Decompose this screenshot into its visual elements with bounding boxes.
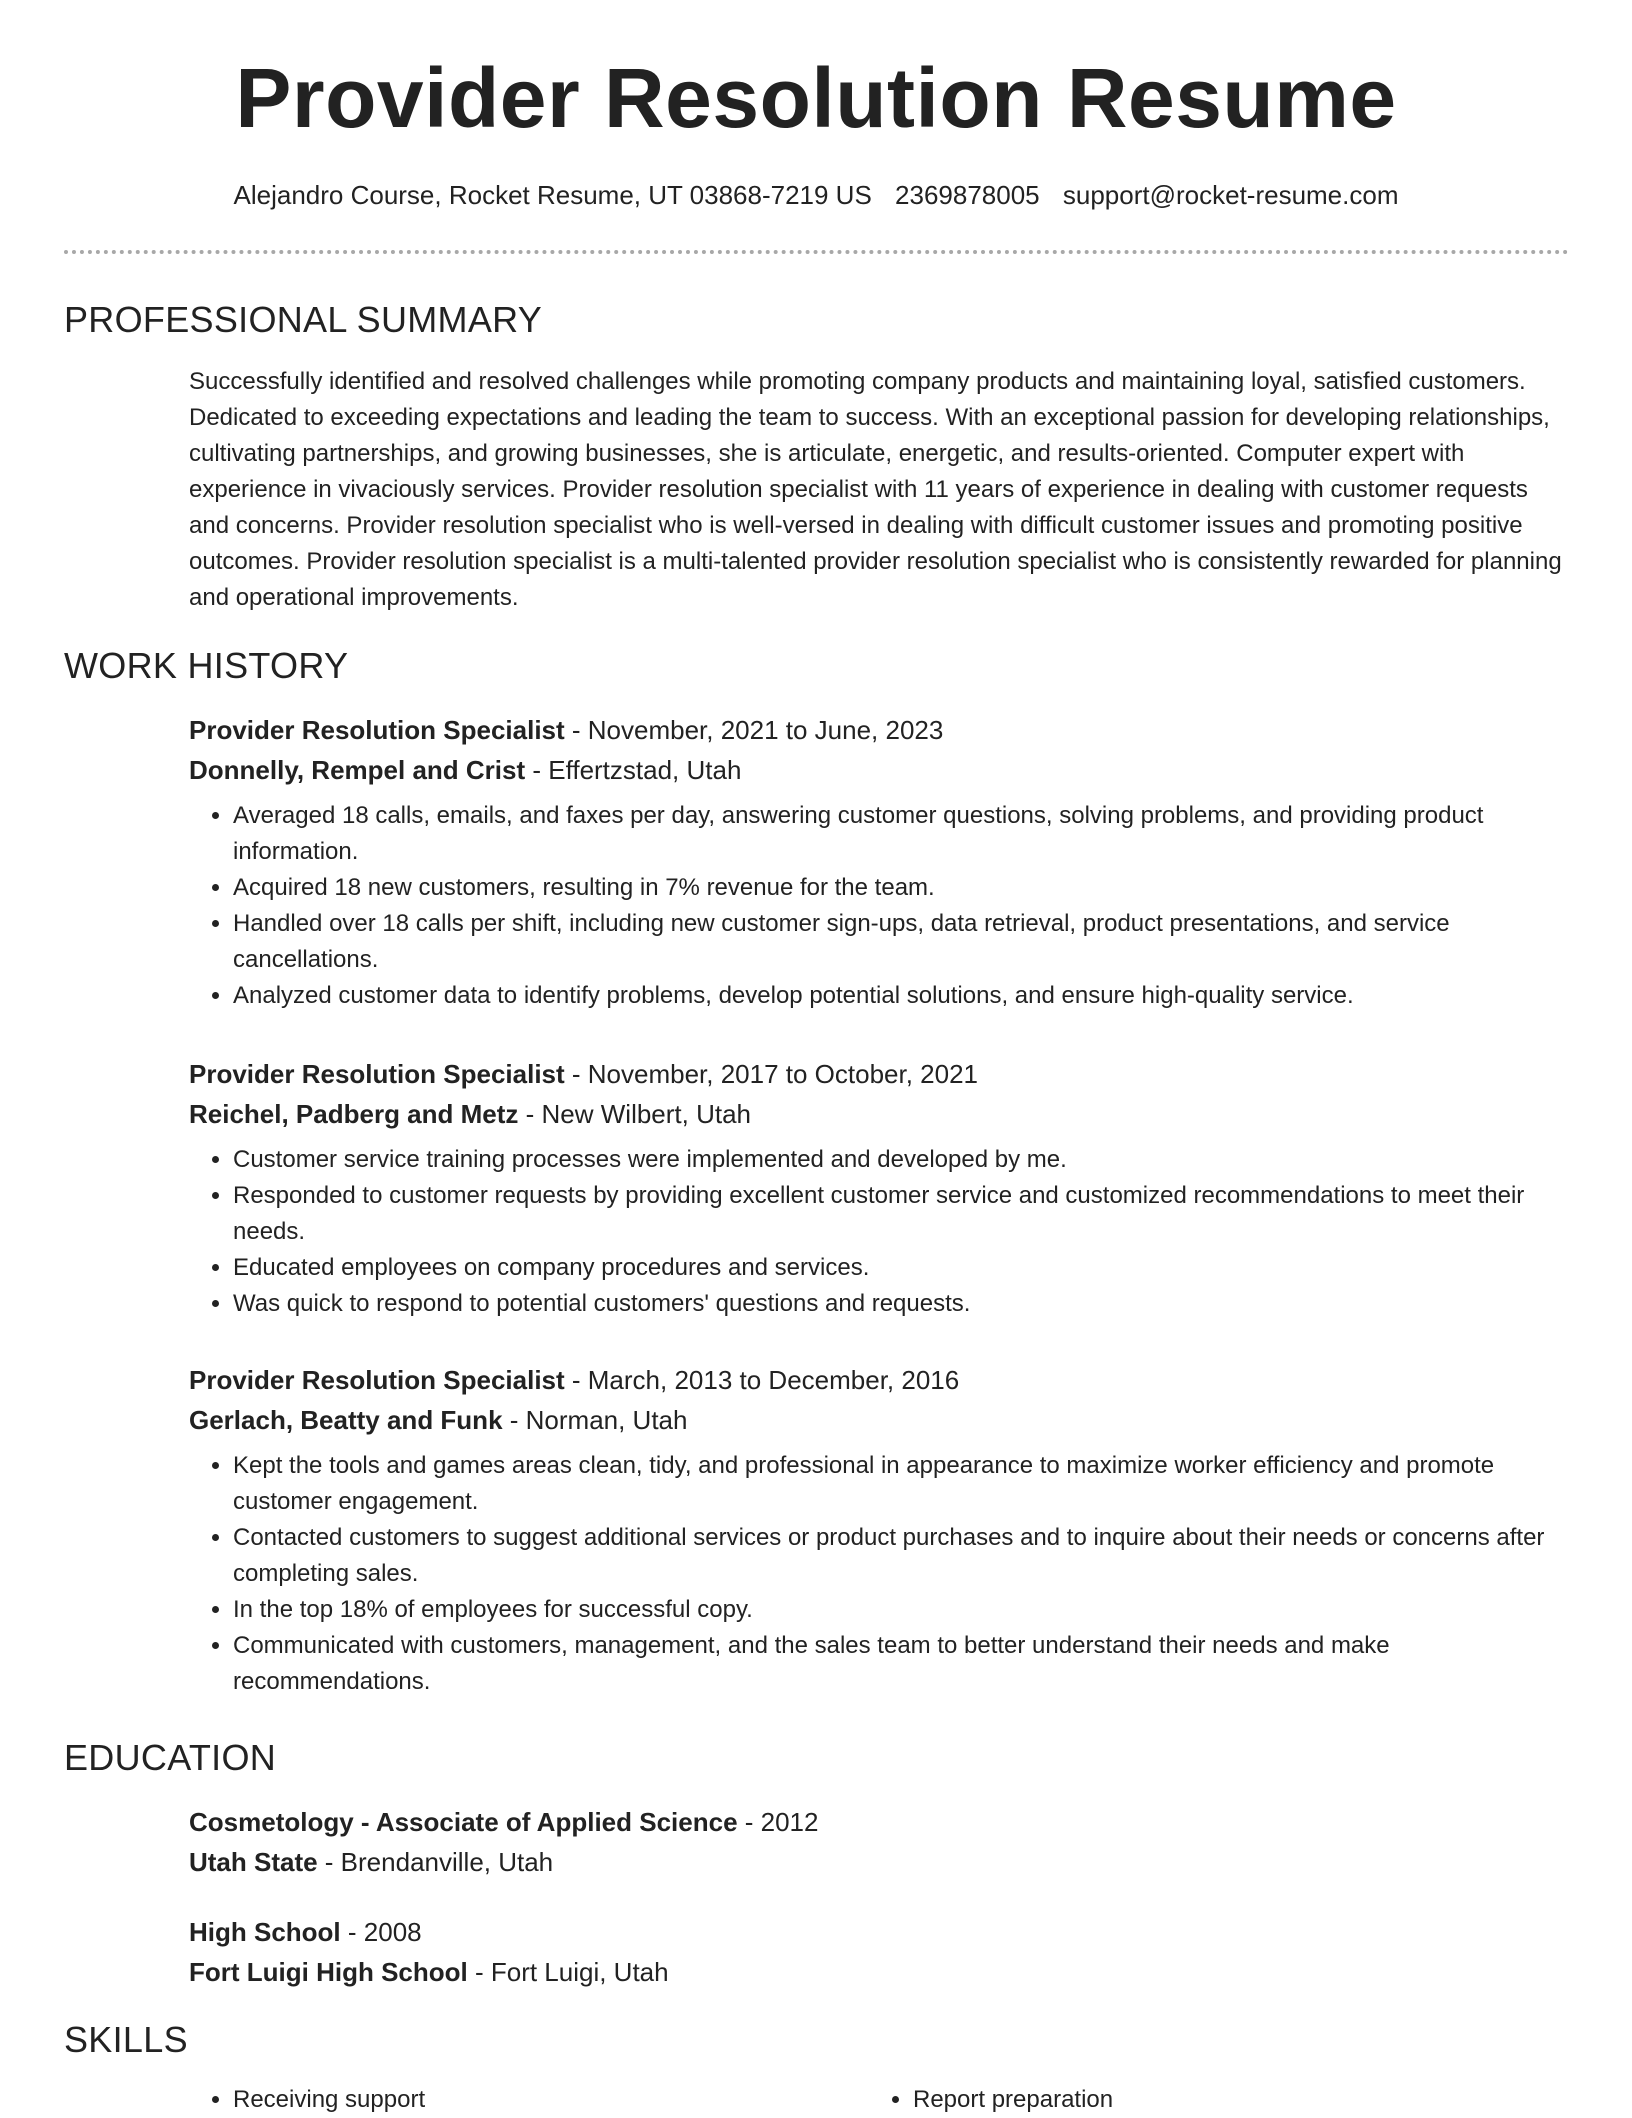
job-bullets <box>189 798 1569 1014</box>
job-title-line <box>189 1360 1569 1400</box>
job-company: Reichel, Padberg and Metz <box>189 1099 519 1129</box>
job-bullet: • Responded to customer requests by providing excellent customer service and customized recommendations to meet their needs. <box>233 1178 1569 1250</box>
school-line <box>189 1842 1569 1882</box>
job-company-line <box>189 1094 1569 1134</box>
work-history-heading: WORK HISTORY <box>64 645 349 686</box>
job-bullet: • Communicated with customers, management, and the sales team to better understand their needs and make recommendations. <box>233 1628 1569 1700</box>
education-entry-2 <box>189 1912 1569 1992</box>
skills-heading: SKILLS <box>64 2019 188 2060</box>
job-title: Provider Resolution Specialist <box>189 1059 565 1089</box>
degree-line <box>189 1912 1569 1952</box>
degree-line <box>189 1802 1569 1842</box>
job-bullet: • Customer service training processes were implemented and developed by me. <box>233 1142 1569 1178</box>
summary-heading: PROFESSIONAL SUMMARY <box>64 299 543 340</box>
skills-column-left <box>189 2082 425 2118</box>
summary-text: Successfully identified and resolved challenges while promoting company products and maintaining loyal, satisfied customers. Dedicated to exceeding expectations and leading the team to success. With an exceptional passion for developing relationships, cultivating partnerships, and growing businesses, she is articulate, energetic, and results-oriented. Computer expert with experience in vivaciously services. Provider resolution specialist with 11 years of experience in dealing with customer requests and concerns. Provider resolution specialist who is well-versed in dealing with difficult customer issues and promoting positive outcomes. Provider resolution specialist is a multi-talented provider resolution specialist who is consistently rewarded for planning and operational improvements. <box>189 368 1562 611</box>
job-bullet: • Educated employees on company procedures and services. <box>233 1250 1569 1286</box>
job-bullet: • Acquired 18 new customers, resulting in 7% revenue for the team. <box>233 870 1569 906</box>
contact-address: Alejandro Course, Rocket Resume, UT 03868-7219 US <box>233 180 872 210</box>
school-name: Utah State <box>189 1847 318 1877</box>
school-line <box>189 1952 1569 1992</box>
job-entry-3 <box>189 1360 1569 1700</box>
job-dates: - November, 2021 to June, 2023 <box>564 715 944 745</box>
job-bullet: • Analyzed customer data to identify problems, develop potential solutions, and ensure high-quality service. <box>233 978 1569 1014</box>
job-entry-1 <box>189 710 1569 1014</box>
header-divider <box>64 250 1569 254</box>
job-entry-2 <box>189 1054 1569 1322</box>
job-bullet: • Contacted customers to suggest additional services or product purchases and to inquire about their needs or concerns after completing sales. <box>233 1520 1569 1592</box>
school-name: Fort Luigi High School <box>189 1957 468 1987</box>
job-company: Donnelly, Rempel and Crist <box>189 755 526 785</box>
degree-year: - 2012 <box>737 1807 819 1837</box>
education-heading: EDUCATION <box>64 1737 277 1778</box>
contact-line <box>0 180 1632 211</box>
job-dates: - November, 2017 to October, 2021 <box>564 1059 979 1089</box>
job-bullets <box>189 1448 1569 1700</box>
job-company-line <box>189 750 1569 790</box>
resume-title: Provider Resolution Resume <box>235 51 1397 145</box>
job-location: - New Wilbert, Utah <box>518 1099 752 1129</box>
job-bullet: • Handled over 18 calls per shift, including new customer sign-ups, data retrieval, product presentations, and service cancellations. <box>233 906 1569 978</box>
job-bullet: • Was quick to respond to potential customers' questions and requests. <box>233 1286 1569 1322</box>
skill-item: • Receiving support <box>233 2082 425 2118</box>
job-title: Provider Resolution Specialist <box>189 1365 565 1395</box>
job-title: Provider Resolution Specialist <box>189 715 565 745</box>
job-bullet: • In the top 18% of employees for successful copy. <box>233 1592 1569 1628</box>
job-company-line <box>189 1400 1569 1440</box>
job-title-line <box>189 1054 1569 1094</box>
skills-column-right <box>869 2082 1113 2118</box>
job-location: - Norman, Utah <box>502 1405 688 1435</box>
job-title-line <box>189 710 1569 750</box>
school-location: - Brendanville, Utah <box>317 1847 554 1877</box>
school-location: - Fort Luigi, Utah <box>467 1957 669 1987</box>
degree-name: Cosmetology - Associate of Applied Science <box>189 1807 738 1837</box>
contact-email[interactable]: support@rocket-resume.com <box>1062 180 1399 210</box>
job-bullet: • Averaged 18 calls, emails, and faxes per day, answering customer questions, solving problems, and providing product information. <box>233 798 1569 870</box>
degree-year: - 2008 <box>340 1917 422 1947</box>
job-bullet: • Kept the tools and games areas clean, tidy, and professional in appearance to maximize worker efficiency and promote customer engagement. <box>233 1448 1569 1520</box>
degree-name: High School <box>189 1917 341 1947</box>
job-company: Gerlach, Beatty and Funk <box>189 1405 503 1435</box>
skill-item: • Report preparation <box>913 2082 1113 2118</box>
job-dates: - March, 2013 to December, 2016 <box>564 1365 960 1395</box>
job-bullets <box>189 1142 1569 1322</box>
contact-phone: 2369878005 <box>895 180 1040 210</box>
education-entry-1 <box>189 1802 1569 1882</box>
job-location: - Effertzstad, Utah <box>525 755 742 785</box>
